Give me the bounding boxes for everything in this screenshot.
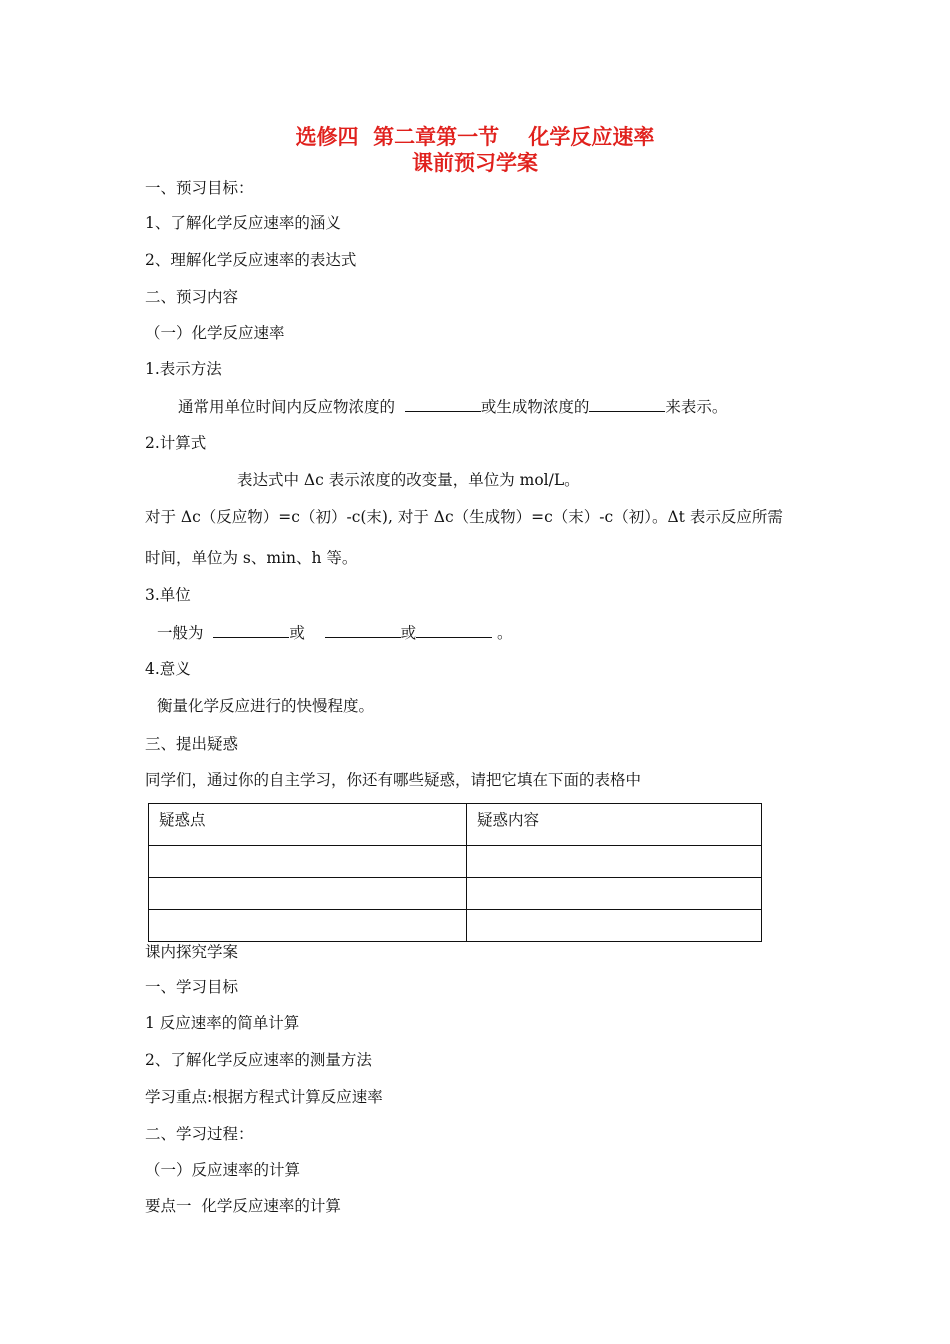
table-row (149, 846, 762, 878)
table-cell[interactable] (149, 878, 467, 910)
unit-text-a: 一般为 (157, 624, 209, 642)
fill-blank-product[interactable] (589, 396, 665, 412)
method-heading: 1.表示方法 (145, 360, 222, 378)
table-header-doubt-point: 疑惑点 (149, 804, 467, 846)
unit-text-d: 。 (492, 624, 513, 642)
method-text-a: 通常用单位时间内反应物浓度的 (178, 398, 400, 416)
fill-blank-unit-3[interactable] (416, 622, 492, 638)
preview-goals-heading: 一、预习目标： (145, 179, 254, 197)
document-title-line1: 选修四 第二章第一节 化学反应速率 (295, 124, 655, 149)
unit-heading: 3.单位 (145, 586, 191, 604)
table-row (149, 910, 762, 942)
method-text-b: 或生成物浓度的 (480, 398, 590, 416)
rate-calc-heading: （一）反应速率的计算 (145, 1161, 301, 1179)
method-sentence (178, 396, 727, 417)
inclass-goal-2: 2、了解化学反应速率的测量方法 (145, 1051, 372, 1069)
unit-text-c: 或 (400, 624, 417, 642)
calc-expression: 表达式中 Δc 表示浓度的改变量，单位为 mol/L。 (237, 471, 580, 489)
calc-note-line2: 时间，单位为 s、min、h 等。 (145, 549, 358, 567)
preview-goal-1: 1、了解化学反应速率的涵义 (145, 214, 341, 232)
document-title-line2: 课前预习学案 (412, 150, 538, 175)
preview-goal-2: 2、理解化学反应速率的表达式 (145, 251, 357, 269)
inclass-heading: 课内探究学案 (145, 943, 239, 961)
doubt-intro: 同学们，通过你的自主学习，你还有哪些疑惑，请把它填在下面的表格中 (145, 771, 642, 789)
meaning-text: 衡量化学反应进行的快慢程度。 (157, 697, 375, 715)
inclass-goal-1: 1 反应速率的简单计算 (145, 1014, 300, 1032)
calc-heading: 2.计算式 (145, 434, 207, 452)
doubt-table (148, 803, 762, 942)
table-header-row (149, 804, 762, 846)
table-cell[interactable] (467, 910, 762, 942)
unit-sentence (157, 622, 513, 643)
method-text-c: 来表示。 (665, 398, 728, 416)
calc-note-line1: 对于 Δc（反应物）=c（初）-c(末), 对于 Δc（生成物）=c（末）-c（初）。Δt 表示反应所需 (145, 508, 783, 526)
inclass-goals-heading: 一、学习目标 (145, 978, 239, 996)
table-header-doubt-content: 疑惑内容 (467, 804, 762, 846)
table-cell[interactable] (467, 846, 762, 878)
section-rate-heading: （一）化学反应速率 (145, 324, 285, 342)
doubt-heading: 三、提出疑惑 (145, 735, 239, 753)
point-one-heading: 要点一 化学反应速率的计算 (145, 1197, 341, 1215)
table-cell[interactable] (149, 846, 467, 878)
process-heading: 二、学习过程： (145, 1125, 254, 1143)
table-cell[interactable] (149, 910, 467, 942)
table-row (149, 878, 762, 910)
fill-blank-unit-1[interactable] (213, 622, 289, 638)
table-cell[interactable] (467, 878, 762, 910)
unit-text-b: 或 (289, 624, 325, 642)
fill-blank-unit-2[interactable] (325, 622, 401, 638)
key-point: 学习重点:根据方程式计算反应速率 (145, 1088, 383, 1106)
preview-content-heading: 二、预习内容 (145, 288, 239, 306)
meaning-heading: 4.意义 (145, 660, 191, 678)
fill-blank-reactant[interactable] (405, 396, 481, 412)
